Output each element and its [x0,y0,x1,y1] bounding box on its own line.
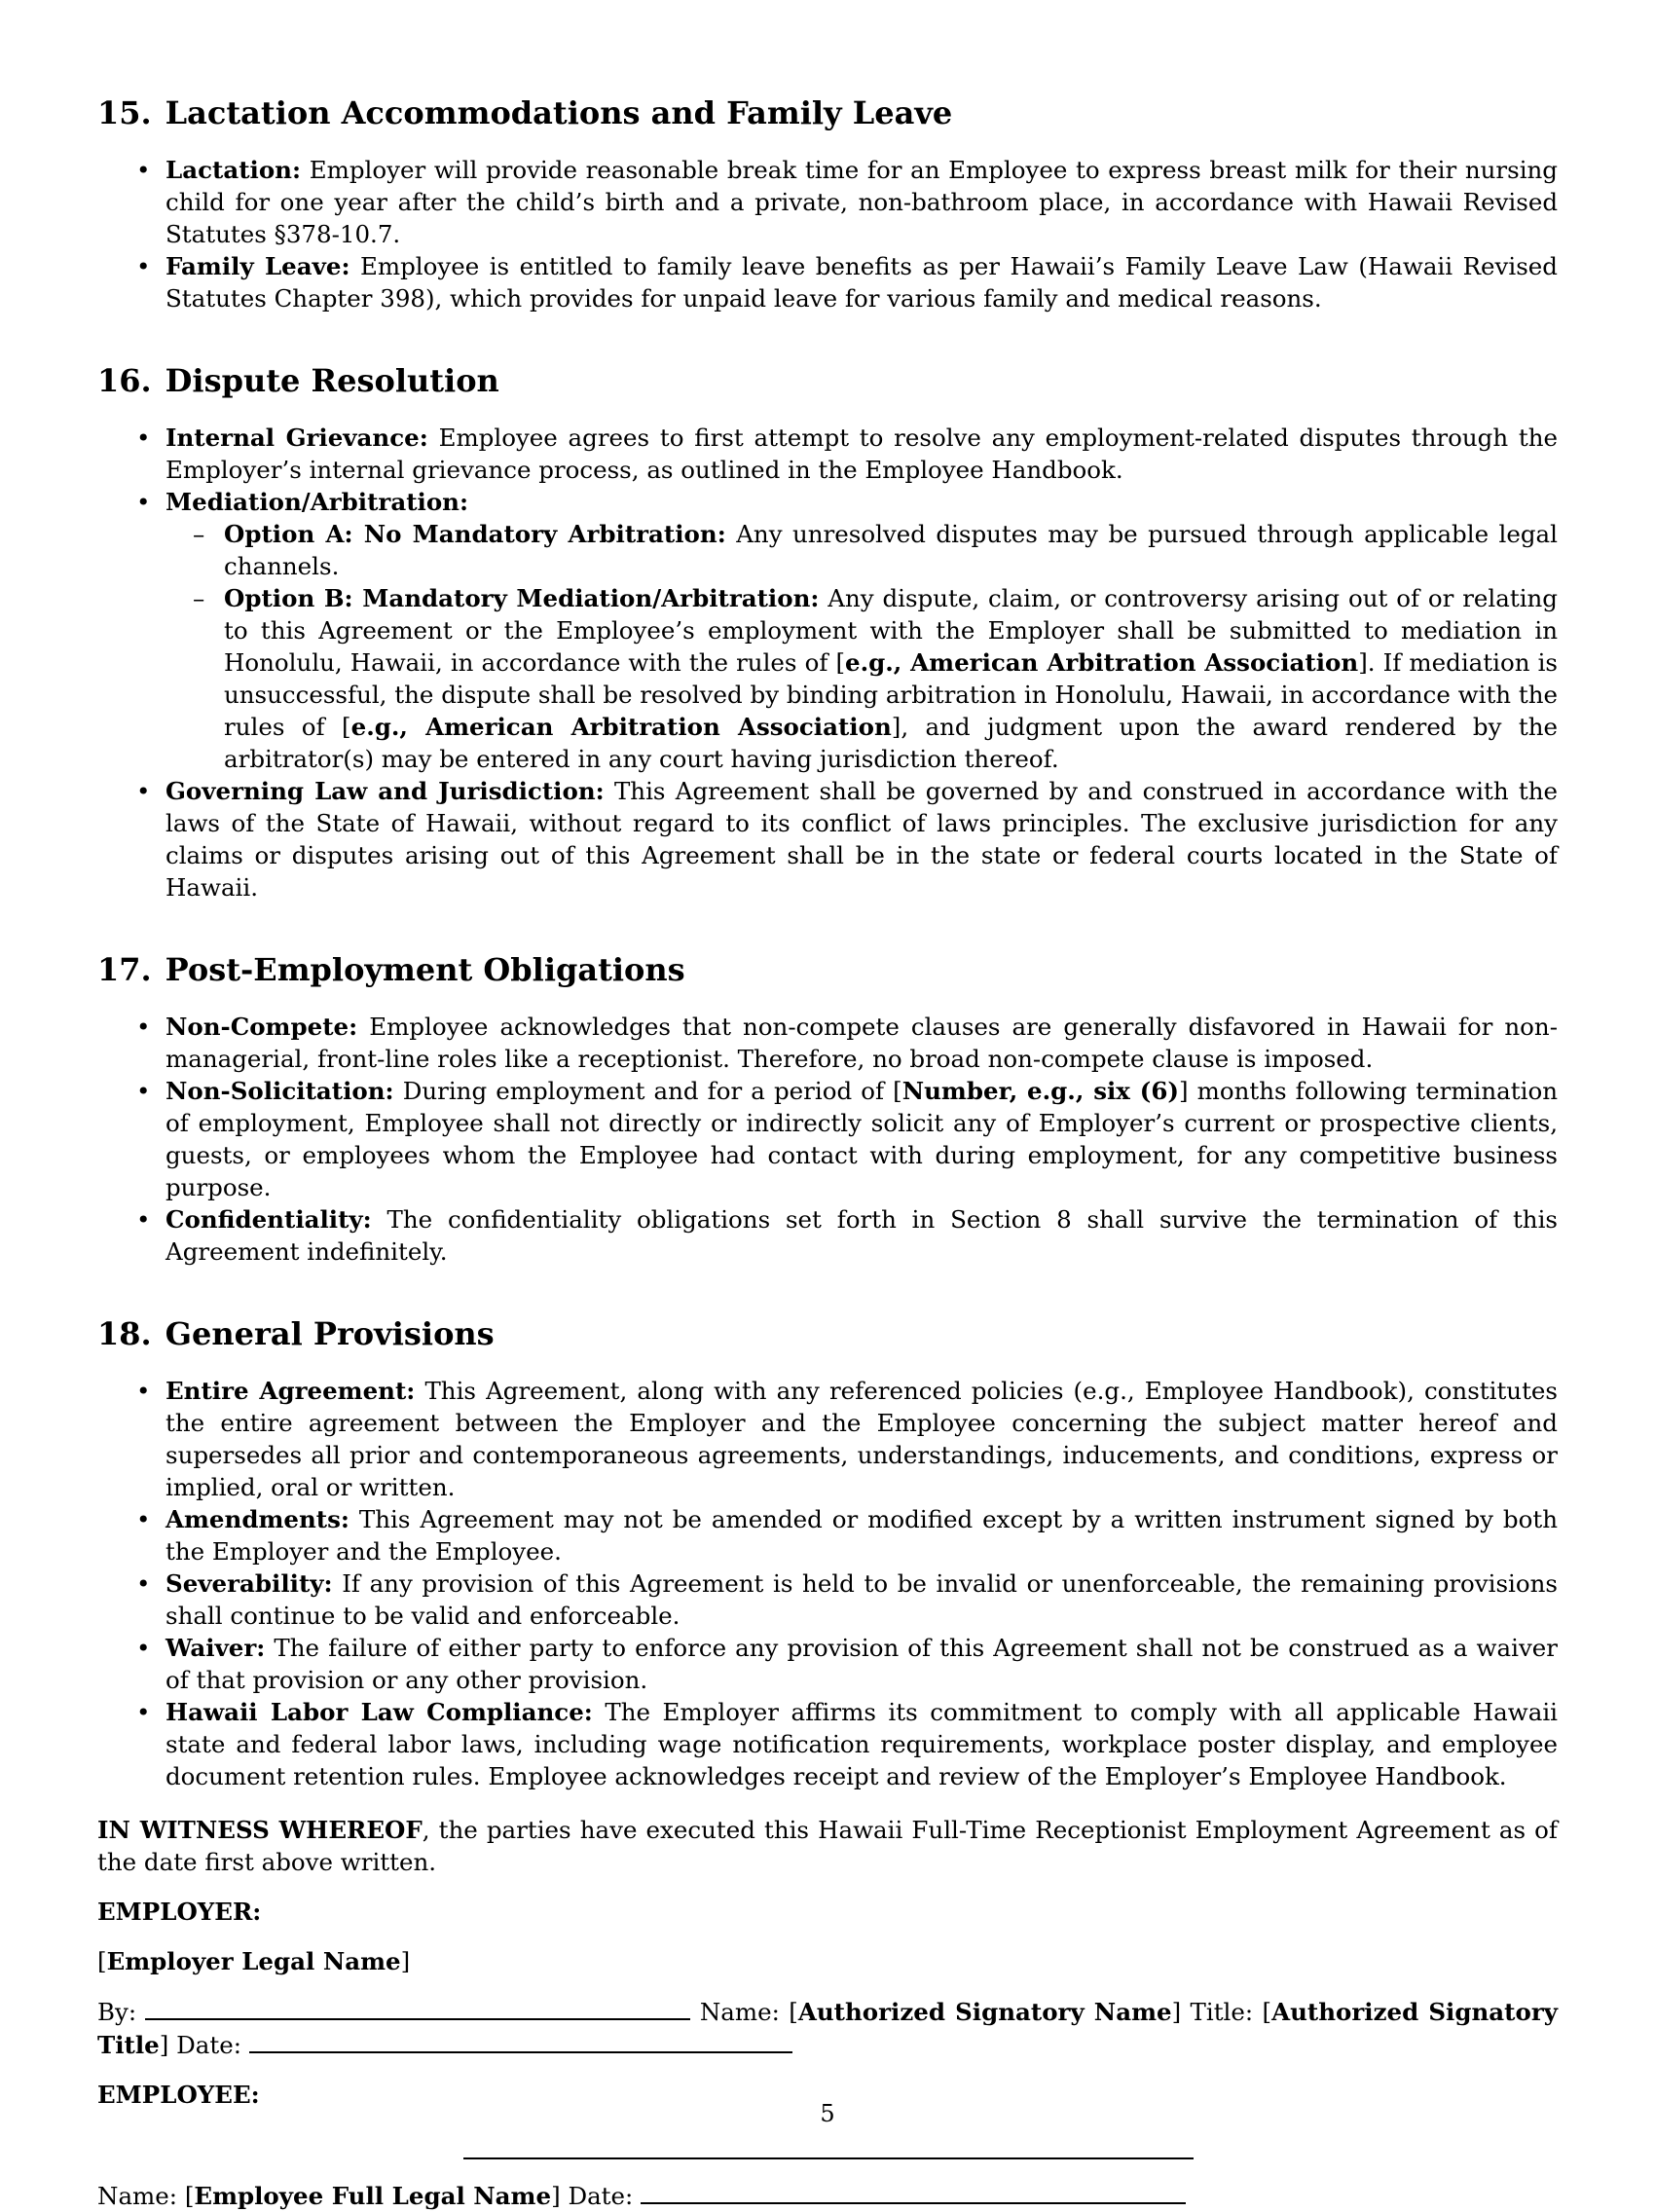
employer-name: [Employer Legal Name] [97,1947,411,1975]
list-item: • Entire Agreement: This Agreement, along with any referenced policies (e.g., Employee Handbook), constitutes the entire agreement between the Employer and the Employee concerning the subject matter hereof and supersedes all prior and contemporaneous agreements, understandings, inducements, and conditions, express or implied, oral or written. [97,1375,1558,1503]
employer-signature-line[interactable] [145,1995,690,2020]
employee-name-block: Name: [Employee Full Legal Name] Date: [97,2179,1558,2212]
mediation-options [166,518,1558,775]
section-16-list [97,422,1558,903]
section-18-heading: 18. General Provisions [97,1315,495,1352]
list-item: • Waiver: The failure of either party to enforce any provision of this Agreement shall not be construed as a waiver of that provision or any other provision. [97,1632,1558,1696]
list-item: • Severability: If any provision of this Agreement is held to be invalid or unenforceable, the remaining provisions shall continue to be valid and enforceable. [97,1567,1558,1632]
employer-heading: EMPLOYER: [97,1898,262,1926]
employer-date-line[interactable] [249,2028,792,2053]
section-15-heading: 15. Lactation Accommodations and Family Leave [97,94,953,131]
list-item: • Hawaii Labor Law Compliance: The Employer affirms its commitment to comply with all applicable Hawaii state and federal labor laws, including wage notification requirements, workplace poster display, and employee document retention rules. Employee acknowledges receipt and review of the Employer’s Employee Handbook. [97,1696,1558,1792]
document-page [97,93,1558,2212]
employee-signature-line[interactable] [463,2157,1194,2159]
option-b: – Option B: Mandatory Mediation/Arbitration: Any dispute, claim, or controversy arising out of or relating to this Agreement or the Employee’s employment with the Employer shall be submitted to mediation in Honolulu, Hawaii, in accordance with the rules of [e.g., American Arbitration Association]. If mediation is unsuccessful, the dispute shall be resolved by binding arbitration in Honolulu, Hawaii, in accordance with the rules of [e.g., American Arbitration Association], and judgment upon the award rendered by the arbitrator(s) may be entered in any court having jurisdiction thereof. [166,582,1558,775]
employee-date-line[interactable] [641,2179,1186,2204]
witness-clause: IN WITNESS WHEREOF, the parties have executed this Hawaii Full-Time Receptionist Employment Agreement as of the date first above written. [97,1816,1558,1876]
list-item: • Lactation: Employer will provide reasonable break time for an Employee to express breast milk for their nursing child for one year after the child’s birth and a private, non-bathroom place, in accordance with Hawaii Revised Statutes §378-10.7. [97,154,1558,250]
section-17-list [97,1011,1558,1268]
list-item: • Mediation/Arbitration: – Option A: No Mandatory Arbitration: Any unresolved disputes may be pursued through applicable legal channels. – Option B: Mandatory Mediation/Arbitration: Any dispute, claim, or controversy arising out of or relating to this Agreement or the Employee’s employment with the Employer shall be submitted to mediation in Honolulu, Hawaii, in accordance with the rules of [e.g., American Arbitration Association]. If mediation is unsuccessful, the dispute shall be resolved by binding arbitration in Honolulu, Hawaii, in accordance with the rules of [e.g., American Arbitration Association], and judgment upon the award rendered by the arbitrator(s) may be entered in any court having jurisdiction thereof. [97,486,1558,775]
section-15-list [97,154,1558,314]
list-item: • Non-Solicitation: During employment and for a period of [Number, e.g., six (6)] months following termination of employment, Employee shall not directly or indirectly solicit any of Employer’s current or prospective clients, guests, or employees whom the Employee had contact with during employment, for any competitive business purpose. [97,1075,1558,1203]
list-item: • Family Leave: Employee is entitled to family leave benefits as per Hawaii’s Family Leave Law (Hawaii Revised Statutes Chapter 398), which provides for unpaid leave for various family and medical reasons. [97,250,1558,314]
section-17-heading: 17. Post-Employment Obligations [97,951,685,988]
section-18-list [97,1375,1558,1792]
list-item: • Confidentiality: The confidentiality obligations set forth in Section 8 shall survive the termination of this Agreement indefinitely. [97,1203,1558,1268]
list-item: • Internal Grievance: Employee agrees to first attempt to resolve any employment-related disputes through the Employer’s internal grievance process, as outlined in the Employee Handbook. [97,422,1558,486]
page-number: 5 [820,2100,835,2127]
list-item: • Amendments: This Agreement may not be amended or modified except by a written instrument signed by both the Employer and the Employee. [97,1503,1558,1567]
section-16-heading: 16. Dispute Resolution [97,362,499,399]
list-item: • Governing Law and Jurisdiction: This Agreement shall be governed by and construed in accordance with the laws of the State of Hawaii, without regard to its conflict of laws principles. The exclusive jurisdiction for any claims or disputes arising out of this Agreement shall be in the state or federal courts located in the State of Hawaii. [97,775,1558,903]
list-item: • Non-Compete: Employee acknowledges that non-compete clauses are generally disfavored in Hawaii for non-managerial, front-line roles like a receptionist. Therefore, no broad non-compete clause is imposed. [97,1011,1558,1075]
employer-signature-block: By: Name: [Authorized Signatory Name] Title: [Authorized Signatory Title] Date: [97,1995,1558,2061]
option-a: – Option A: No Mandatory Arbitration: Any unresolved disputes may be pursued through applicable legal channels. [166,518,1558,582]
employee-heading: EMPLOYEE: [97,2081,260,2109]
